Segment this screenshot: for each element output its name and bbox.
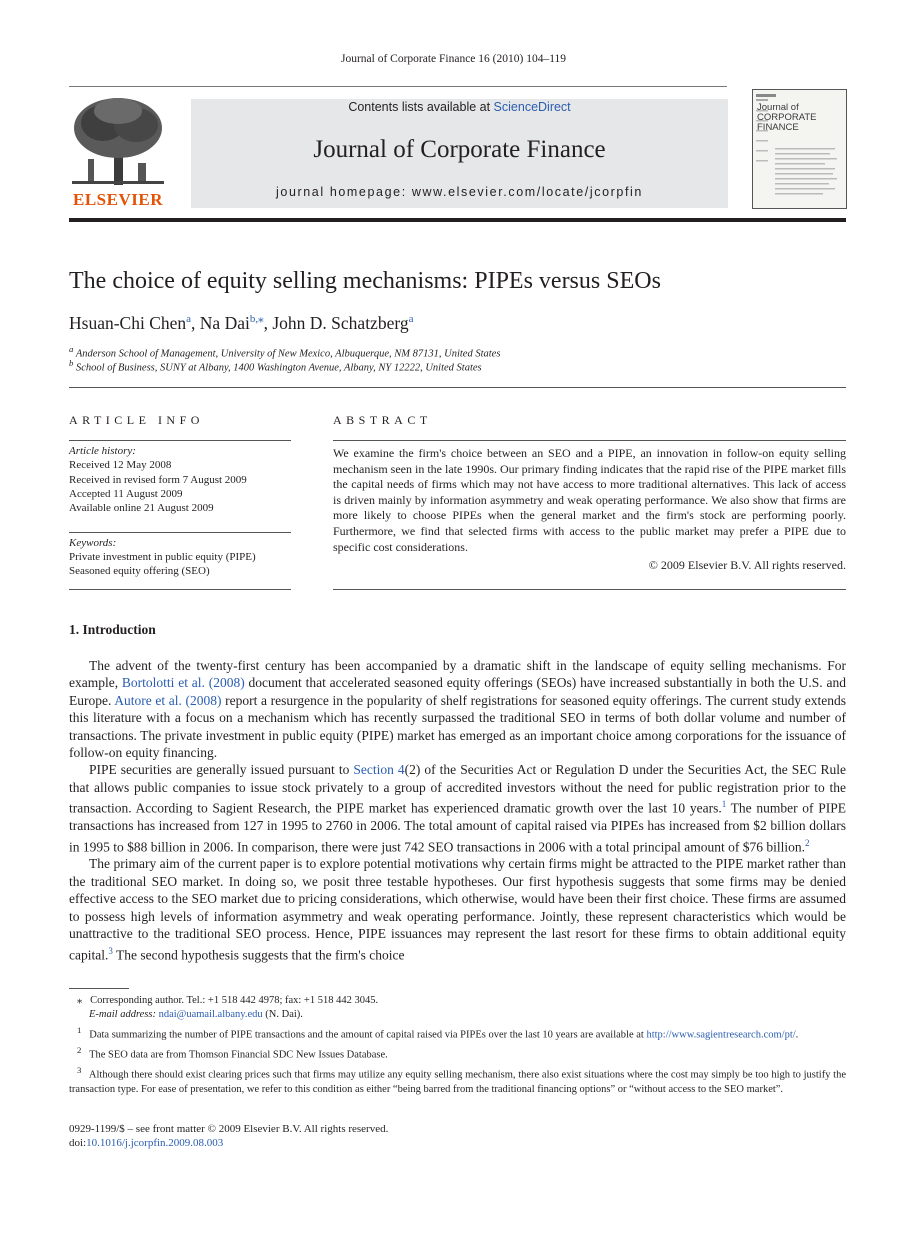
article-info-rule [69,440,291,441]
author-name: John D. Schatzberg [272,312,409,333]
introduction-body [69,657,846,963]
footnote-ref[interactable]: 2 [805,837,810,848]
contents-prefix: Contents lists available at [348,100,494,114]
section-link[interactable]: Section 4 [353,762,405,778]
footnote-email [69,1008,846,1022]
doi-label: doi: [69,1137,87,1149]
front-matter-footer [69,1122,388,1150]
journal-title: Journal of Corporate Finance [313,136,606,163]
abstract-rule [333,440,846,441]
title-divider [69,387,846,388]
email-label: E-mail address: [89,1009,159,1021]
footnote-text: The SEO data are from Thomson Financial SDC New Issues Database. [89,1049,388,1061]
author-name: Hsuan-Chi Chen [69,312,187,333]
footnote-corresponding [69,994,846,1008]
affiliation-mark: b [69,358,74,368]
text-run: The advent of the twenty-first century has been accompanied by a dramatic shift in the landscape of equity selling mechanisms. For example, [69,658,846,691]
footnote-3 [69,1063,846,1097]
footnotes [69,994,846,1097]
text-run: document that accelerated seasoned equity offerings (SEOs) have increased substantially in both the U.S. and Europe. [69,675,846,708]
abstract-bottom-rule [333,589,846,590]
email-link[interactable]: ndai@uamail.albany.edu [158,1009,263,1021]
text-run: The second hypothesis suggests that the firm's choice [112,947,405,962]
history-item: Available online 21 August 2009 [69,502,214,514]
abstract-text: We examine the firm's choice between an SEO and a PIPE, an innovation in follow-on equity selling mechanism seen in the late 1990s. Our primary finding indicates that the rapid rise of the PIPE market fills the capital needs of firms which may not have access to more traditional alternatives. This lack of access is driven mainly by information asymmetry and weak operating performance. We also show that firms are more likely to choose PIPEs when the general market and the firm's stock are performing poorly. Furthermore, we find that selected firms with access to the public market may prefer a PIPE due to specific cost considerations. [333,446,846,554]
footnote-ref[interactable]: 1 [721,799,727,810]
history-item: Received in revised form 7 August 2009 [69,474,247,486]
doi-link[interactable]: 10.1016/j.jcorpfin.2009.08.003 [86,1137,224,1149]
footnote-end: . [795,1029,799,1041]
sciencedirect-link[interactable]: ScienceDirect [493,100,571,114]
cover-title: Journal of CORPORATE FINANCE [757,102,817,133]
history-item: Accepted 11 August 2009 [69,488,183,500]
author-list: Hsuan-Chi Chen$^a$, Na Dai$^{b,⁎}$, John D. Schatzberg$^a$ [69,312,414,333]
running-head: Journal of Corporate Finance 16 (2010) 104–119 [340,53,567,65]
paragraph [69,657,846,761]
text-run: PIPE securities are generally issued pursuant to [89,762,354,778]
journal-homepage[interactable]: journal homepage: www.elsevier.com/locate/jcorpfin [276,185,643,199]
article-info-heading: ARTICLE INFO [69,413,204,427]
author-affil-mark[interactable]: a [186,313,192,325]
footnote-mark: 2 [77,1044,82,1055]
paragraph [69,855,846,963]
header-divider [69,86,727,87]
abstract-heading: ABSTRACT [333,413,432,427]
history-item: Received 12 May 2008 [69,459,172,471]
footnote-divider [69,988,129,989]
citation-link[interactable]: Autore et al. (2008) [114,692,222,708]
affiliation-mark: a [69,344,74,354]
keywords-rule [69,532,291,533]
footnote-mark: 3 [77,1064,82,1075]
keyword-item: Seasoned equity offering (SEO) [69,565,210,577]
citation-link[interactable]: Bortolotti et al. (2008) [121,675,245,691]
abstract-copyright: © 2009 Elsevier B.V. All rights reserved. [648,558,846,572]
article-title: The choice of equity selling mechanisms: PIPEs versus SEOs [69,268,661,294]
author-affil-mark[interactable]: a [408,313,414,325]
text-run: The number of PIPE transactions has increased from 127 in 1995 to 2760 in 2006. The total amount of capital raised via PIPEs has increased from $2 billion dollars in 1995 to $88 billion in 2006. In comparison, there were just 742 SEO transactions in 2006 with a total principal amount of $76 billion. [69,800,846,855]
footnote-ref[interactable]: 3 [108,945,113,956]
text-run: report a resurgence in the popularity of shelf registrations for seasoned equity offerings. The current study extends this literature with a focus on a mechanism which has recently surpassed the traditional SEO in terms of both dollar volume and number of transactions. The private investment in public equity (PIPE) market has emerged as an important choice among corporations for the issuance of follow-on equity financing. [69,692,846,761]
author-name: Na Dai [199,312,250,333]
author-affil-mark[interactable]: b,⁎ [249,313,264,325]
footnote-1 [69,1023,846,1043]
text-run: (2) of the Securities Act or Regulation D under the Securities Act, the SEC Rule that allows public companies to issue stock privately to a group of accredited investors without the need for public registration prior to the transaction. According to Sagient Research, the PIPE market has experienced dramatic growth over the last 10 years. [69,762,847,816]
keywords-label: Keywords: [69,537,117,549]
keyword-item: Private investment in public equity (PIPE) [69,551,256,563]
issn-line: 0929-1199/$ – see front matter © 2009 Elsevier B.V. All rights reserved. [69,1123,389,1135]
footnote-url-link[interactable]: http://www.sagientresearch.com/pt/ [646,1029,796,1041]
text-run: The primary aim of the current paper is to explore potential motivations why certain firms might be attracted to the PIPE market rather than the traditional SEO market. In doing so, we posit three testable hypotheses. Our first hypothesis suggests that some firms may be denied effective access to the SEO market due to pricing considerations, which otherwise, would have been their first choice. These firms are assumed to possess high levels of information asymmetry and weak operating performance. Jointly, these represent characteristics which would be unattractive to the traditional SEO process. Hence, PIPE issuances may represent the last resort for these firms to obtain additional equity capital. [69,856,846,962]
footnote-text: Corresponding author. Tel.: +1 518 442 4978; fax: +1 518 442 3045. [90,995,379,1006]
footnote-text: Although there should exist clearing prices such that firms may utilize any equity selling mechanism, there also exist situations where the cost may simply be too high to justify the transaction type. For ease of presentation, we refer to this condition as either “being barred from the traditional financing options” or “without access to the SEO market”. [69,1069,846,1095]
section-heading-introduction: 1. Introduction [69,622,156,637]
footnote-2 [69,1043,846,1063]
affiliation-text: School of Business, SUNY at Albany, 1400 Washington Avenue, Albany, NY 12222, United States [76,362,482,374]
footnote-mark: 1 [77,1024,82,1035]
doi-line [69,1136,388,1150]
affiliation-text: Anderson School of Management, University of New Mexico, Albuquerque, NM 87131, United States [75,348,501,360]
affiliation [69,358,482,374]
paragraph [69,761,846,855]
header-thick-rule [69,218,846,222]
footnote-mark: ⁎ [77,995,83,1006]
footnote-text: Data summarizing the number of PIPE transactions and the amount of capital raised via PIPEs over the last 10 years are available at [89,1029,647,1041]
email-suffix: (N. Dai). [262,1009,303,1021]
publisher-logo-text: ELSEVIER [73,190,163,209]
history-label: Article history: [69,445,136,457]
contents-line [191,100,728,114]
article-info-bottom-rule [69,589,291,590]
